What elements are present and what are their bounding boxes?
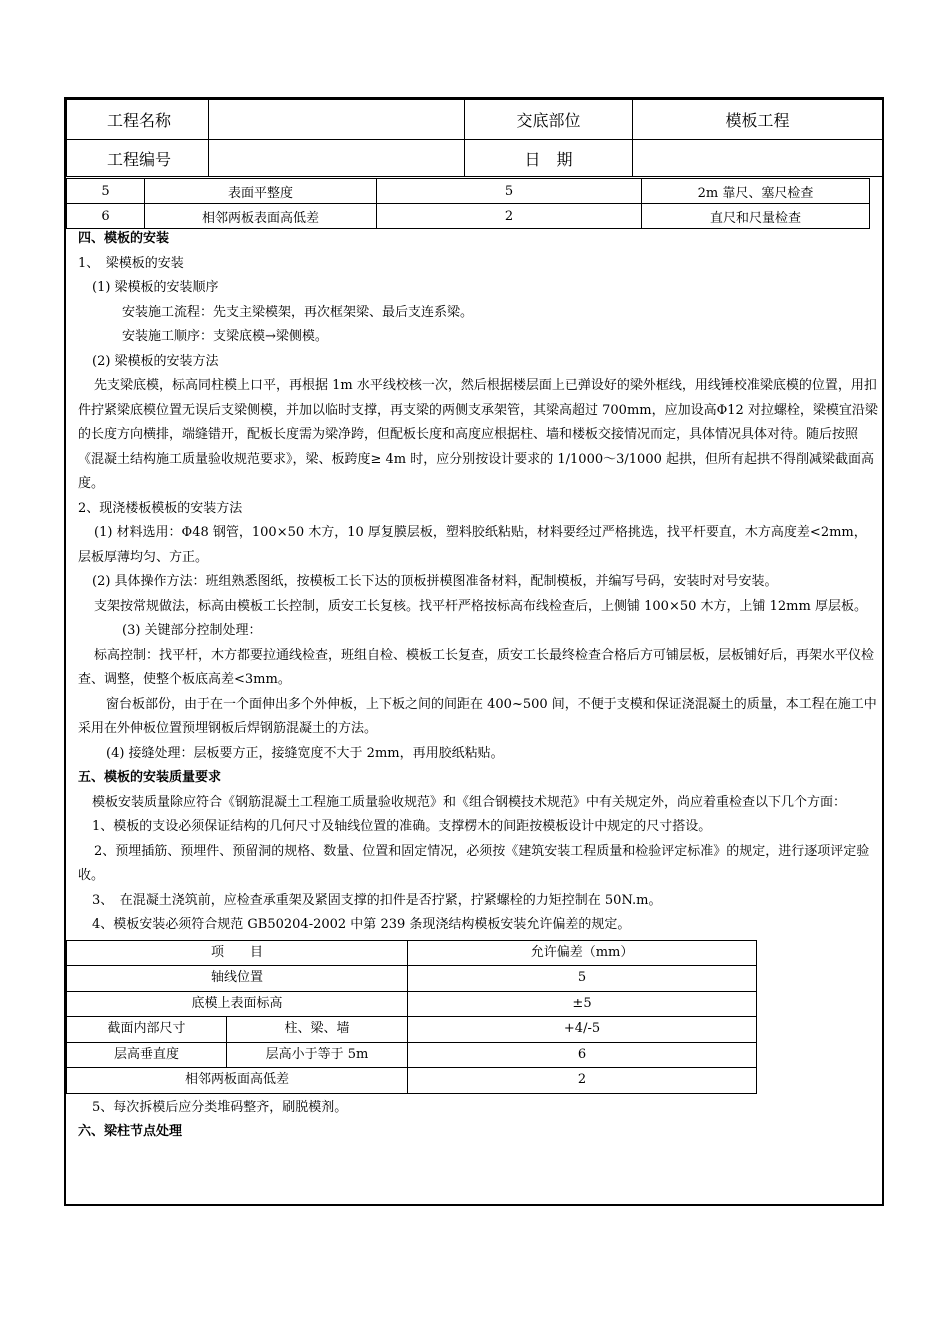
handover-part-value: 模板工程 — [633, 100, 883, 140]
tol-value: 5 — [408, 966, 757, 992]
paragraph: (2) 具体操作方法：班组熟悉图纸，按模板工长下达的顶板拼模图准备材料，配制模板，并编写号码，安装时对号安装。 — [92, 574, 778, 589]
tol-item: 底模上表面标高 — [67, 991, 408, 1017]
paragraph: 1、模板的支设必须保证结构的几何尺寸及轴线位置的准确。支撑楞木的间距按模板设计中规定的尺寸搭设。 — [92, 819, 712, 834]
check-table — [66, 178, 870, 229]
paragraph: 模板安装质量除应符合《钢筋混凝土工程施工质量验收规范》和《组合钢模技术规范》中有关规定外，尚应着重检查以下几个方面： — [92, 794, 847, 810]
tol-item: 截面内部尺寸 — [67, 1017, 227, 1043]
table-row — [67, 1068, 757, 1094]
section-4-title: 四、模板的安装 — [78, 231, 170, 246]
paragraph: 窗台板部份，由于在一个面伸出多个外伸板，上下板之间的间距在 400~500 间，不便于支模和保证浇混凝土的质量，本工程在施工中采用在外伸板位置预埋钢板后焊钢筋混凝土的方法。 — [78, 696, 877, 736]
check-method: 2m 靠尺、塞尺检查 — [642, 179, 870, 204]
table-row — [67, 991, 757, 1017]
paragraph: 标高控制：找平杆，木方都要拉通线检查，班组自检、模板工长复查，质安工长最终检查合格后方可铺层板，层板铺好后，再架水平仪检查、调整，使整个板底高差<3mm。 — [78, 647, 875, 687]
tol-value: +4/-5 — [408, 1017, 757, 1043]
check-method: 直尺和尺量检查 — [642, 204, 870, 229]
table-row — [67, 966, 757, 992]
tol-value: 6 — [408, 1042, 757, 1068]
tol-value: 2 — [408, 1068, 757, 1094]
paragraph: 安装施工流程：先支主梁模架，再次框架梁、最后支连系梁。 — [122, 304, 474, 320]
tolerance-table — [66, 940, 757, 1094]
paragraph: 3、 在混凝土浇筑前，应检查承重架及紧固支撑的扣件是否拧紧，拧紧螺栓的力矩控制在 50N.m。 — [92, 892, 662, 908]
check-item: 相邻两板表面高低差 — [145, 204, 377, 229]
section-6-title: 六、梁柱节点处理 — [78, 1124, 183, 1139]
col-tolerance-header: 允许偏差（mm） — [408, 940, 757, 966]
document-frame — [64, 97, 884, 1206]
check-no: 6 — [67, 204, 145, 229]
project-name-value — [209, 100, 465, 140]
paragraph: (3) 关键部分控制处理： — [122, 623, 262, 638]
tol-item: 轴线位置 — [67, 966, 408, 992]
paragraph: 4、模板安装必须符合规范 GB50204-2002 中第 239 条现浇结构模板安装允许偏差的规定。 — [92, 917, 631, 932]
check-value: 2 — [377, 204, 642, 229]
heading-slab-formwork: 2、现浇楼板模板的安装方法 — [78, 500, 243, 516]
handover-part-label: 交底部位 — [465, 100, 633, 140]
paragraph: 安装施工顺序：支梁底模→梁侧模。 — [122, 329, 328, 344]
tol-subitem: 柱、梁、墙 — [227, 1017, 408, 1043]
paragraph: (2) 梁模板的安装方法 — [92, 353, 219, 369]
paragraph: 先支梁底模，标高同柱模上口平，再根据 1m 水平线校核一次，然后根据楼层面上已弹设好的梁外框线，用线锤校准梁底模的位置，用扣件拧紧梁底模位置无误后支梁侧模，并加以临时支撑，再支梁的两侧支承架管，其梁高超过 700mm，应加设高Φ12 对拉螺栓，梁模宜沿梁的长度方向横排，端缝错开，配板长度需为梁净跨，但配板长度和高度应根据柱、墙和楼板交接情况而定，具体情况具体对待。随后按照《混凝土结构施工质量验收规范要求》，梁、板跨度≥ 4m 时，应分别按设计要求的 1/1000～3/1000 起拱，但所有起拱不得削减梁截面高度。 — [78, 378, 878, 491]
paragraph: 5、每次拆模后应分类堆码整齐，刷脱模剂。 — [92, 1099, 348, 1115]
tol-value: ±5 — [408, 991, 757, 1017]
heading-beam-formwork: 1、 梁模板的安装 — [78, 255, 184, 271]
paragraph: 2、预埋插筋、预埋件、预留洞的规格、数量、位置和固定情况，必须按《建筑安装工程质量和检验评定标准》的规定，进行逐项评定验收。 — [78, 843, 870, 883]
tol-subitem: 层高小于等于 5m — [227, 1042, 408, 1068]
date-label: 日 期 — [465, 140, 633, 177]
header-table — [66, 99, 883, 177]
check-value: 5 — [377, 179, 642, 204]
check-item: 表面平整度 — [145, 179, 377, 204]
project-number-value — [209, 140, 465, 177]
paragraph: 支架按常规做法，标高由模板工长控制，质安工长复核。找平杆严格按标高布线检查后，上侧铺 100×50 木方，上铺 12mm 厚层板。 — [94, 598, 867, 614]
table-row — [67, 204, 870, 229]
check-no: 5 — [67, 179, 145, 204]
paragraph: (1) 梁模板的安装顺序 — [92, 280, 219, 295]
project-name-label: 工程名称 — [67, 100, 209, 140]
tol-item: 相邻两板面高低差 — [67, 1068, 408, 1094]
tol-item: 层高垂直度 — [67, 1042, 227, 1068]
table-row — [67, 940, 757, 966]
col-item-header: 项 目 — [67, 940, 408, 966]
date-value — [633, 140, 883, 177]
content-body — [78, 227, 878, 1145]
paragraph: (4) 接缝处理：层板要方正，接缝宽度不大于 2mm，再用胶纸粘贴。 — [106, 745, 504, 761]
table-row — [67, 179, 870, 204]
table-row — [67, 1042, 757, 1068]
project-number-label: 工程编号 — [67, 140, 209, 177]
paragraph: (1) 材料选用：Φ48 钢管，100×50 木方，10 厚复膜层板，塑料胶纸粘贴，材料要经过严格挑选，找平杆要直，木方高度差<2mm，层板厚薄均匀、方正。 — [78, 525, 867, 565]
section-5-title: 五、模板的安装质量要求 — [78, 770, 222, 785]
table-row — [67, 1017, 757, 1043]
